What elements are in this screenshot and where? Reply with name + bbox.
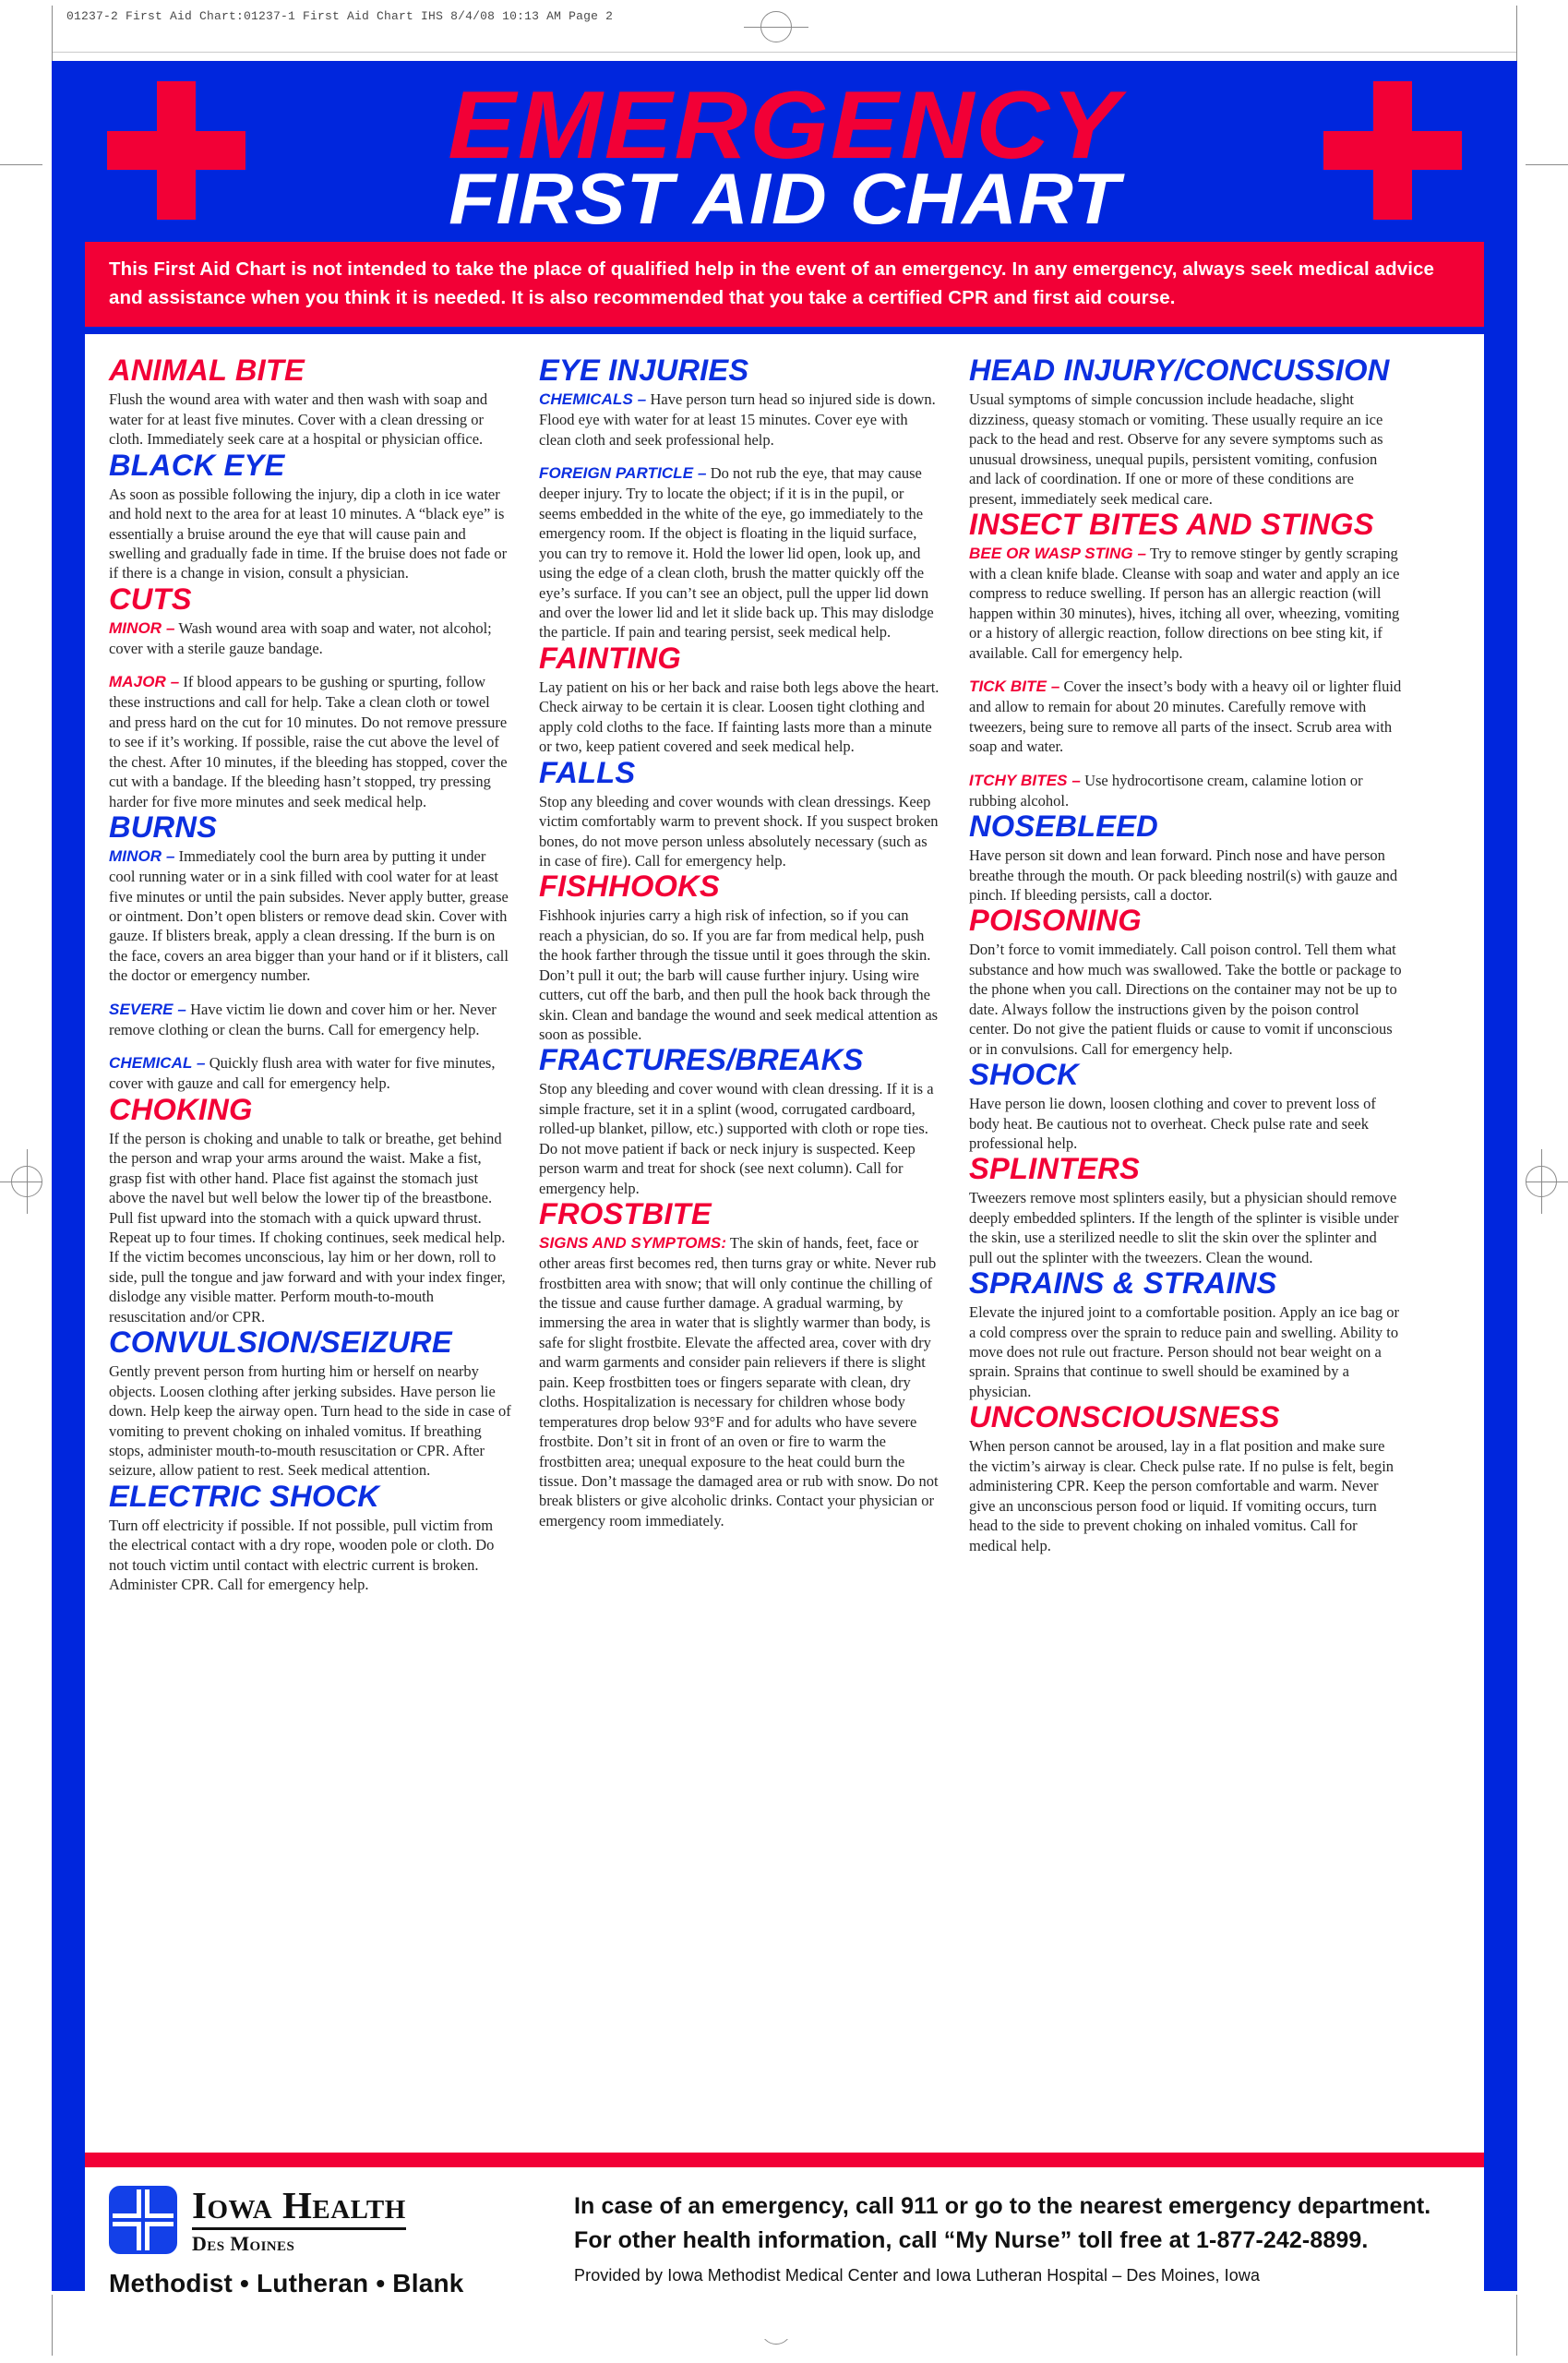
section-paragraph: Elevate the injured joint to a comfortable position. Apply an ice bag or a cold compress over the sprain to reduce pain and swelling. Ability to move does not rule out fracture. Person should not bear weight on a sprain. Sprains that continue to swell should be examined by a physician. (969, 1303, 1399, 1400)
paragraph-text: Quickly flush area with water for five minutes, cover with gauze and call for emergency help. (109, 1054, 496, 1093)
paragraph-label: MAJOR – (109, 673, 180, 691)
section-heading: SPRAINS & STRAINS (969, 1266, 1277, 1301)
paragraph-text: If blood appears to be gushing or spurting, follow these instructions and call for help. Take a clean cloth or towel and press hard on the cut for 10 minutes. Do not remove pressure to see if it’s working. If possible, raise the cut above the level of the chest. After 10 minutes, if the bleeding has stopped, cover the cut with a bandage. If the bleeding hasn’t stopped, try pressing harder for five more minutes and seek medical help. (109, 673, 508, 810)
section-heading: UNCONSCIOUSNESS (969, 1400, 1280, 1434)
content-column-2 (539, 354, 941, 1594)
section-paragraph: Fishhook injuries carry a high risk of infection, so if you can reach a physician, do so. If you are far from medical help, push the hook farther through the tissue until it goes through the skin. Don’t pull it out; the barb will cause further injury. Using wire cutters, cut off the barb, and then pull the hook back through the skin. Clean and bandage the wound and seek medical attention as soon as possible. (539, 906, 939, 1043)
org-tagline: Methodist • Lutheran • Blank (109, 2269, 464, 2298)
section-heading: FROSTBITE (539, 1197, 712, 1231)
print-slug-line: 01237-2 First Aid Chart:01237-1 First Aid Chart IHS 8/4/08 10:13 AM Page 2 (66, 9, 614, 23)
section-paragraph: Gently prevent person from hurting him or herself on nearby objects. Loosen clothing after jerking subsides. Have person lie down. Help keep the airway open. Turn head to the side in case of vomiting to prevent choking on inhaled vomitus. If breathing stops, administer mouth-to-mouth resuscitation or CPR. After seizure, allow patient to rest. Seek medical attention. (109, 1362, 511, 1480)
emergency-contact-line-2: For other health information, call “My Nurse” toll free at 1-877-242-8899. (574, 2226, 1369, 2253)
registration-mark-top (760, 11, 792, 42)
section-heading: HEAD INJURY/CONCUSSION (969, 354, 1390, 388)
content-column-1 (109, 354, 511, 1594)
section-heading: EYE INJURIES (539, 354, 749, 388)
section-paragraph: Have person sit down and lean forward. Pinch nose and have person breathe through the mouth. Or pack bleeding nostril(s) with gauze and pinch. If bleeding persists, call a doctor. (969, 846, 1398, 905)
section-heading: FISHHOOKS (539, 870, 720, 904)
registration-mark-left (11, 1166, 42, 1197)
paragraph-text: Have victim lie down and cover him or her. Never remove clothing or clean the burns. Call for emergency help. (109, 1000, 497, 1038)
section-heading: CONVULSION/SEIZURE (109, 1325, 452, 1360)
section-paragraph: Don’t force to vomit immediately. Call poison control. Tell them what substance and how much was swallowed. Take the bottle or package to the phone when you call. Directions on the container may not be up to date. Always follow the instructions given by the poison control center. Do not give the patient fluids or cause to vomit if unconscious or in convulsions. Call for emergency help. (969, 941, 1402, 1058)
first-aid-poster (52, 61, 1517, 2298)
section-paragraph (969, 771, 1403, 811)
section-paragraph (109, 1053, 511, 1094)
section-heading: FAINTING (539, 641, 681, 675)
section-paragraph (539, 1233, 941, 1530)
section-paragraph: As soon as possible following the injury, dip a cloth in ice water and hold next to the area for at least 10 minutes. A “black eye” is essentially a bruise around the eye that will cause pain and swelling and gradually fade in time. If the bruise does not fade or if there is a change in vision, consult a physician. (109, 485, 508, 582)
section-heading: ANIMAL BITE (109, 354, 305, 388)
section-paragraph (539, 463, 941, 642)
content-sheet (85, 334, 1484, 2153)
paragraph-text: Wash wound area with soap and water, not alcohol; cover with a sterile gauze bandage. (109, 618, 492, 657)
section-paragraph: Have person lie down, loosen clothing and cover to prevent loss of body heat. Be cautious not to overheat. Check pulse rate and seek professional help. (969, 1095, 1376, 1152)
section-paragraph (109, 846, 511, 986)
poster-masthead (52, 61, 1517, 242)
section-heading: FRACTURES/BREAKS (539, 1043, 864, 1077)
section-paragraph: Lay patient on his or her back and raise both legs above the heart. Check airway to be certain it is clear. Loosen tight clothing and apply cold cloths to the face. If fainting lasts more than a minute or two, keep patient covered and seek medical help. (539, 678, 940, 756)
section-heading: SHOCK (969, 1058, 1079, 1092)
paragraph-label: FOREIGN PARTICLE – (539, 464, 707, 483)
paragraph-label: MINOR – (109, 847, 175, 866)
paragraph-label: SIGNS AND SYMPTOMS: (539, 1234, 727, 1253)
paragraph-label: CHEMICALS – (539, 390, 647, 409)
section-paragraph (969, 544, 1403, 663)
title-emergency: EMERGENCY (448, 72, 1121, 179)
section-paragraph: When person cannot be aroused, lay in a flat position and make sure the victim’s airway is clear. Check pulse rate. If no pulse is felt, begin administering CPR. Keep the person comfortable and warm. Never give an unconscious person food or liquid. If vomiting occurs, turn head to the side to prevent choking on inhaled vomitus. Call for medical help. (969, 1437, 1394, 1554)
emergency-contact-block (543, 2186, 1460, 2285)
paragraph-text: Immediately cool the burn area by putting it under cool running water or in a sink filled with cool water for at least five minutes or until the pain subsides. Never apply butter, grease or ointment. Don’t open blisters or remove dead skin. Cover with gauze. If blisters break, apply a clean dressing. If the burn is on the face, covers an area bigger than your hand or if it blisters, call the doctor or emergency number. (109, 847, 509, 985)
provider-credit: Provided by Iowa Methodist Medical Center and Iowa Lutheran Hospital – Des Moines, Iowa (574, 2265, 1261, 2285)
section-heading: BURNS (109, 810, 218, 845)
section-paragraph: Turn off electricity if possible. If not possible, pull victim from the electrical contact with a dry rope, wooden pole or cloth. Do not touch victim until contact with electric current is broken. Administer CPR. Call for emergency help. (109, 1516, 495, 1594)
paragraph-text: Cover the insect’s body with a heavy oil or lighter fluid and allow to remain for about 20 minutes. Carefully remove with tweezers, being sure to remove all parts of the insect. Scrub area with soap and water. (969, 678, 1402, 756)
section-paragraph: Stop any bleeding and cover wound with clean dressing. If it is a simple fracture, set it in a splint (wood, corrugated cardboard, rolled-up blanket, pillow, etc.) supported with cloth or rope ties. Do not move patient if back or neck injury is suspected. Keep person warm and treat for shock (see next column). Call for emergency help. (539, 1080, 934, 1197)
section-heading: CUTS (109, 582, 192, 616)
content-column-3 (969, 354, 1403, 1594)
section-paragraph: Tweezers remove most splinters easily, but a physician should remove deeply embedded splinters. If the length of the splinter is visible under the skin, use a sterilized needle to slit the skin over the splinter and pull out the splinter with the tweezers. Clean the wound. (969, 1189, 1399, 1266)
poster-footer (85, 2167, 1484, 2339)
paragraph-text: The skin of hands, feet, face or other areas first becomes red, then turns gray or white. Never rub frostbitten area with snow; that will only continue the chilling of the tissue and cause further damage. A gradual warming, by immersing the area in water that is slightly warmer than body, is safe for slight frostbite. Elevate the affected area, cover with dry and warm garments and consider pain relievers if there is slight pain. Keep frostbitten toes or fingers separate with clean, dry cloths. Hospitalization is necessary for children whose body temperatures drop below 93°F and for adults who have severe frostbite. Don’t sit in front of an oven or fire to warm the frostbitten area; unequal exposure to the heat could burn the tissue. Don’t massage the damaged area or rub with snow. Do not break blisters or give alcoholic drinks. Contact your physician or emergency room immediately. (539, 1234, 939, 1529)
iowa-health-brand-block (109, 2183, 543, 2298)
paragraph-text: Have person turn head so injured side is down. Flood eye with water for at least 15 minutes. Cover eye with clean cloth and seek professional help. (539, 390, 936, 449)
section-paragraph: Flush the wound area with water and then wash with soap and water for at least five minutes. Cover with a clean dressing or cloth. Immediately seek care at a hospital or physician office. (109, 390, 488, 449)
section-paragraph (109, 1000, 511, 1040)
poster-wordmark (52, 61, 1517, 242)
paragraph-label: BEE OR WASP STING – (969, 544, 1147, 562)
title-first-aid-chart: FIRST AID CHART (449, 158, 1120, 239)
paragraph-text: Do not rub the eye, that may cause deeper injury. Try to locate the object; if it is in the pupil, or seems embedded in the white of the eye, go immediately to the emergency room. If the object is floating in the liquid surface, you can try to remove it. Hold the lower lid open, look up, and using the edge of a clean cloth, brush the matter quickly off the eye’s surface. If you can’t see an object, pull the upper lid down and over the lower lid and let it slide back up. This may dislodge the particle. If pain and tearing persist, seek medical help. (539, 464, 934, 642)
section-heading: INSECT BITES AND STINGS (969, 507, 1374, 541)
org-name: Iowa Health (192, 2187, 406, 2230)
section-heading: CHOKING (109, 1092, 253, 1126)
section-paragraph (109, 618, 511, 659)
section-heading: SPLINTERS (969, 1152, 1141, 1186)
emergency-contact-line-1: In case of an emergency, call 911 or go to the nearest emergency department. (574, 2193, 1431, 2220)
section-heading: NOSEBLEED (969, 810, 1158, 844)
section-paragraph: Usual symptoms of simple concussion include headache, slight dizziness, queasy stomach or vomiting. These usually require an ice pack to the head and rest. Observe for any severe symptoms such as unusual drowsiness, unequal pupils, persistent vomiting, confusion and lack of coordination. If one or more of these conditions are present, immediately seek medical care. (969, 390, 1383, 508)
section-paragraph (969, 677, 1403, 756)
section-columns (109, 354, 1460, 1594)
section-paragraph (539, 390, 941, 450)
paragraph-text: Try to remove stinger by gently scraping with a clean knife blade. Cleanse with soap and water and apply an ice compress to reduce swelling. If person has an allergic reaction (will happen within 30 minutes), hives, itching all over, wheezing, vomiting or a history of allergic reaction, follow directions on bee sting kit, if available. Call for emergency help. (969, 544, 1400, 662)
org-city: Des Moines (192, 2231, 295, 2255)
section-heading: FALLS (539, 755, 636, 789)
section-heading: POISONING (969, 904, 1142, 938)
paragraph-label: MINOR – (109, 618, 175, 637)
iowa-health-cross-logo-icon (109, 2186, 177, 2254)
footer-divider-rule (85, 2153, 1484, 2167)
section-heading: BLACK EYE (109, 448, 285, 482)
paragraph-label: ITCHY BITES – (969, 771, 1081, 789)
section-paragraph: Stop any bleeding and cover wounds with clean dressings. Keep victim comfortably warm to prevent shock. If you suspect broken bones, do not move person unless absolutely necessary (such as in case of fire). Call for emergency help. (539, 792, 939, 870)
section-heading: ELECTRIC SHOCK (109, 1479, 380, 1513)
section-paragraph: If the person is choking and unable to talk or breathe, get behind the person and wrap your arms around the waist. Make a fist, grasp fist with other hand. Place fist against the stomach just above the navel but well below the lower tip of the breastbone. Pull fist upward into the stomach with a quick upward thrust. Repeat up to four times. If choking continues, seek medical help. If the victim becomes unconscious, lay him or her down, roll to side, pull the tongue and jaw forward and with your index finger, dislodge any visible matter. Perform mouth-to-mouth resuscitation and/or CPR. (109, 1129, 506, 1325)
paragraph-label: SEVERE – (109, 1000, 186, 1018)
paragraph-label: CHEMICAL – (109, 1054, 206, 1073)
section-paragraph (109, 672, 511, 811)
registration-mark-right (1526, 1166, 1557, 1197)
paragraph-label: TICK BITE – (969, 678, 1060, 696)
paragraph-text: Use hydrocortisone cream, calamine lotion or rubbing alcohol. (969, 771, 1363, 810)
disclaimer-banner: This First Aid Chart is not intended to take the place of qualified help in the event of an emergency. In any emergency, always seek medical advice and assistance when you think it is needed. It is also recommended that you take a certified CPR and first aid course. (85, 242, 1484, 327)
